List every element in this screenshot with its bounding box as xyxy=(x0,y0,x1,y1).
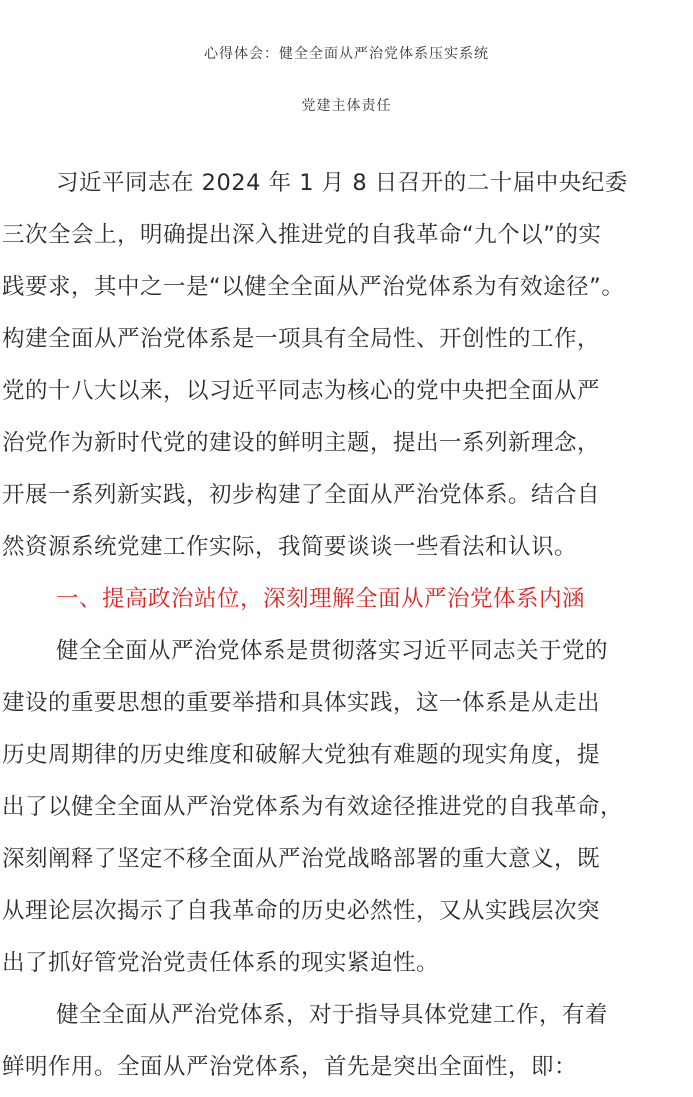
paragraph-line: 治党作为新时代党的建设的鲜明主题，提出一系列新理念， xyxy=(2,430,601,456)
article-title xyxy=(0,28,693,132)
section-heading: 一、提高政治站位，深刻理解全面从严治党体系内涵 xyxy=(56,586,586,612)
paragraph-line: 构建全面从严治党体系是一项具有全局性、开创性的工作， xyxy=(2,326,601,352)
paragraph-line: 深刻阐释了坚定不移全面从严治党战略部署的重大意义，既 xyxy=(2,846,601,872)
paragraph-line: 健全全面从严治党体系是贯彻落实习近平同志关于党的 xyxy=(56,638,609,664)
article-title-line-2: 党建主体责任 xyxy=(301,98,392,114)
paragraph-line: 开展一系列新实践，初步构建了全面从严治党体系。结合自 xyxy=(2,482,601,508)
paragraph-line: 历史周期律的历史维度和破解大党独有难题的现实角度，提 xyxy=(2,742,601,768)
paragraph-line: 健全全面从严治党体系，对于指导具体党建工作，有着 xyxy=(56,1002,609,1028)
paragraph-line: 三次全会上，明确提出深入推进党的自我革命“九个以”的实 xyxy=(2,222,602,248)
paragraph-line: 出了以健全全面从严治党体系为有效途径推进党的自我革命， xyxy=(2,794,624,820)
paragraph-line: 习近平同志在 2024 年 1 月 8 日召开的二十届中央纪委 xyxy=(56,170,628,196)
paragraph-line: 党的十八大以来，以习近平同志为核心的党中央把全面从严 xyxy=(2,378,601,404)
paragraph-line: 践要求，其中之一是“以健全全面从严治党体系为有效途径”。 xyxy=(2,274,625,300)
paragraph-line: 然资源系统党建工作实际，我简要谈谈一些看法和认识。 xyxy=(2,534,578,560)
article-title-line-1: 心得体会：健全全面从严治党体系压实系统 xyxy=(204,46,489,62)
paragraph-line: 鲜明作用。全面从严治党体系，首先是突出全面性，即： xyxy=(2,1054,578,1080)
paragraph-line: 从理论层次揭示了自我革命的历史必然性，又从实践层次突 xyxy=(2,898,601,924)
paragraph-line: 出了抓好管党治党责任体系的现实紧迫性。 xyxy=(2,950,440,976)
paragraph-line: 建设的重要思想的重要举措和具体实践，这一体系是从走出 xyxy=(2,690,601,716)
